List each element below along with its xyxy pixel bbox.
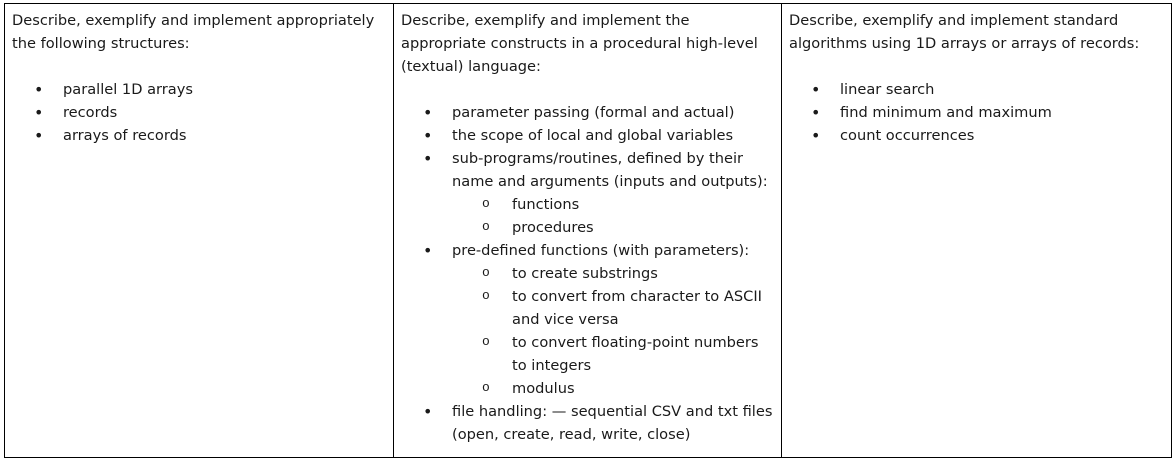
list-item: • count occurrences <box>789 124 1164 147</box>
list-item-label: the scope of local and global variables <box>452 127 734 144</box>
list-item <box>401 400 774 446</box>
table-row <box>5 4 1172 458</box>
sub-list <box>452 193 774 239</box>
list-item: • linear search <box>789 78 1164 101</box>
list-item: • parallel 1D arrays <box>12 78 386 101</box>
sub-list-item: o to convert from character to ASCII and vice versa <box>452 285 774 331</box>
cell-algorithms <box>782 4 1172 458</box>
outcomes-table <box>4 3 1172 458</box>
sub-list-item: o procedures <box>452 216 774 239</box>
list-item: • arrays of records <box>12 124 386 147</box>
list-item-label: parameter passing (formal and actual) <box>452 104 735 121</box>
cell-intro: Describe, exemplify and implement the appropriate constructs in a procedural high-level (textual) language: <box>401 12 758 75</box>
bullet-list <box>789 78 1164 147</box>
cell-intro: Describe, exemplify and implement standard algorithms using 1D arrays or arrays of records: <box>789 12 1140 52</box>
list-item-label: pre-defined functions (with parameters): <box>452 242 750 259</box>
list-item <box>401 239 774 400</box>
sub-list-item: o functions <box>452 193 774 216</box>
sub-list-item: o modulus <box>452 377 774 400</box>
bullet-list <box>12 78 386 147</box>
cell-intro: Describe, exemplify and implement appropriately the following structures: <box>12 12 375 52</box>
bullet-list <box>401 101 774 446</box>
sub-list <box>452 262 774 400</box>
list-item-label: file handling: — sequential CSV and txt files (open, create, read, write, close) <box>452 403 773 443</box>
cell-structures <box>5 4 394 458</box>
sub-list-item: o to convert floating-point numbers to integers <box>452 331 774 377</box>
list-item <box>401 147 774 239</box>
sub-list-item: o to create substrings <box>452 262 774 285</box>
list-item-label: sub-programs/routines, defined by their name and arguments (inputs and outputs): <box>452 150 768 190</box>
list-item: • find minimum and maximum <box>789 101 1164 124</box>
list-item <box>401 124 774 147</box>
list-item: • records <box>12 101 386 124</box>
list-item <box>401 101 774 124</box>
cell-constructs <box>394 4 782 458</box>
